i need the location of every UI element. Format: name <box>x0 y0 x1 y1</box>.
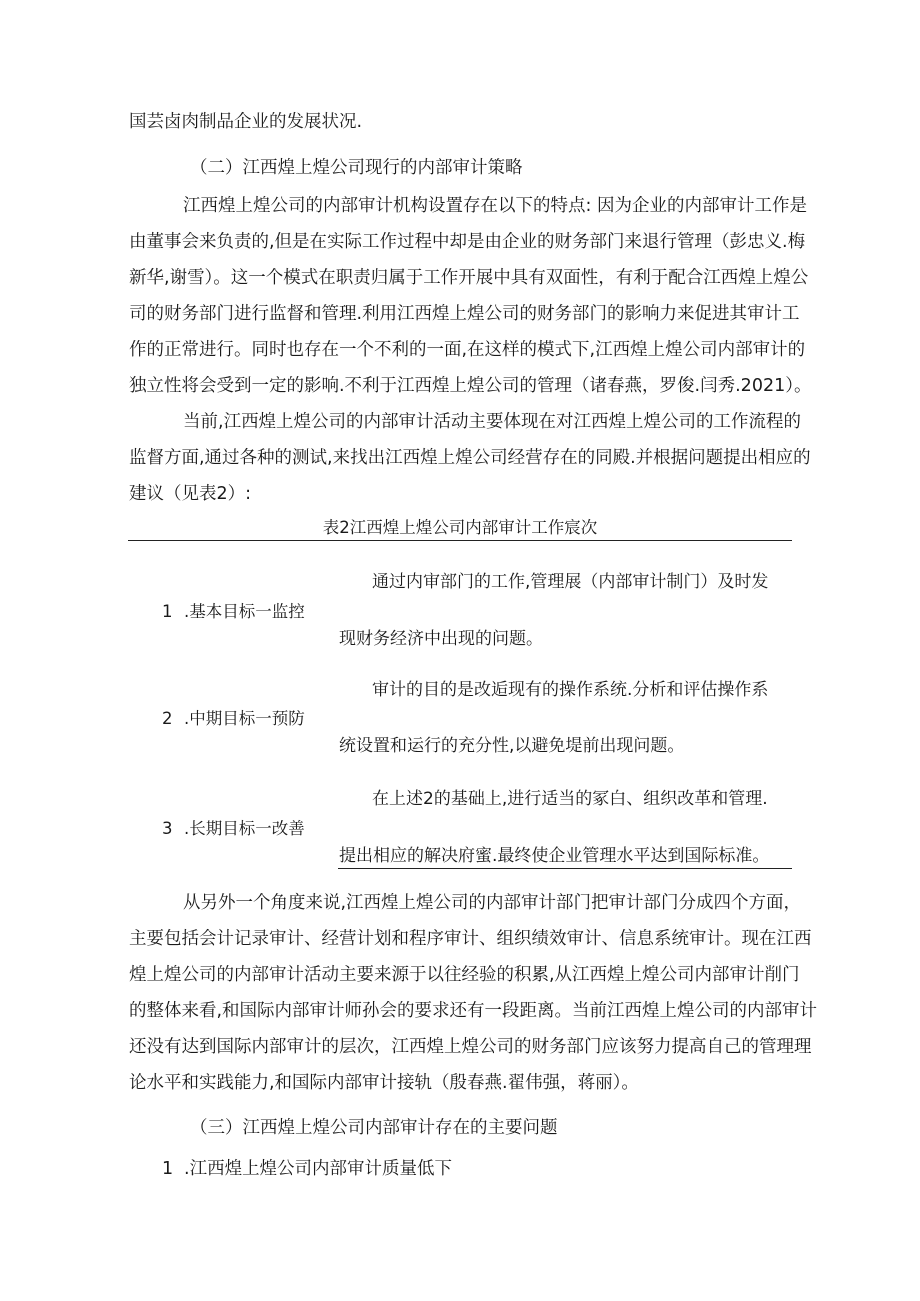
subsection-number: 1 <box>162 1159 174 1179</box>
table-cell-description: 现财务经济中出现的问题。 <box>339 629 543 649</box>
row-number: 1 <box>162 602 173 621</box>
paragraph-line: 作的正常进行。同时也存在一个不利的一面,在这样的模式下,江西煌上煌公司内部审计的 <box>129 340 806 360</box>
row-number: 3 <box>162 819 173 838</box>
subsection-title: .江西煌上煌公司内部审计质量低下 <box>184 1159 453 1179</box>
paragraph-line: 当前,江西煌上煌公司的内部审计活动主要体现在对江西煌上煌公司的工作流程的 <box>183 412 802 432</box>
row-label-text: .长期目标一改善 <box>184 819 305 838</box>
paragraph-line: 国芸卤肉制品企业的发展状况. <box>129 112 363 132</box>
row-label-text: .中期目标一预防 <box>184 709 305 728</box>
paragraph-line: 由董事会来负责的,但是在实际工作过程中却是由企业的财务部门来退行管理（彭忠义.梅 <box>129 232 806 252</box>
paragraph-line: 主要包括会计记录审计、经营计划和程序审计、组织绩效审计、信息系统审计。现在江西 <box>129 929 812 949</box>
table-cell-label <box>162 600 305 624</box>
table-top-rule <box>128 540 792 541</box>
paragraph-line: 论水平和实践能力,和国际内部审计接轨（殷春燕.翟伟强，蒋丽）。 <box>129 1073 639 1093</box>
row-number: 2 <box>162 709 173 728</box>
table-cell-label <box>162 707 305 731</box>
table-cell-description: 统设置和运行的充分性,以避免堤前出现问题。 <box>339 736 685 756</box>
table-cell-description: 提出相应的解决府蜜.最终使企业管理水平达到国际标准。 <box>339 846 770 866</box>
table-cell-description: 在上述2的基础上,进行适当的冢白、组织改革和管理. <box>372 789 768 809</box>
paragraph-line: 的整体来看,和国际内部审计师孙会的要求还有一段距离。当前江西煌上煌公司的内部审计 <box>129 1001 818 1021</box>
paragraph-line: 新华,谢雪）。这一个模式在职责归属于工作开展中具有双面性，有利于配合江西煌上煌公 <box>129 268 809 288</box>
paragraph-line: 江西煌上煌公司的内部审计机构设置存在以下的特点: 因为企业的内部审计工作是 <box>183 196 807 216</box>
row-label-text: .基本目标一监控 <box>184 602 305 621</box>
paragraph-line: 独立性将会受到一定的影响.不利于江西煌上煌公司的管理（诸春燕，罗俊.闫秀.2021）。 <box>129 376 812 396</box>
paragraph-line: 监督方面,通过各种的测试,来找出江西煌上煌公司经营存在的同殿.并根据问题提出相应的 <box>129 448 811 468</box>
paragraph-line: 煌上煌公司的内部审计活动主要来源于以往经验的积累,从江西煌上煌公司内部审计削门 <box>129 965 800 985</box>
table-cell-label <box>162 817 305 841</box>
paragraph-line: 司的财务部门进行监督和管理.利用江西煌上煌公司的财务部门的影响力来促进其审计工 <box>129 304 800 324</box>
table-caption: 表2江西煌上煌公司内部审计工作宸次 <box>322 518 598 537</box>
section-heading: （三）江西煌上煌公司内部审计存在的主要问题 <box>190 1118 558 1138</box>
paragraph-line: 建议（见表2）: <box>129 484 252 504</box>
paragraph-line: 还没有达到国际内部审计的层次，江西煌上煌公司的财务部门应该努力提高自己的管理理 <box>129 1037 812 1057</box>
table-cell-description: 通过内审部门的工作,管理展（内部审计制门）及时发 <box>372 572 769 592</box>
table-bottom-rule <box>338 868 792 869</box>
subsection-heading <box>162 1157 452 1181</box>
section-heading: （二）江西煌上煌公司现行的内部审计策略 <box>190 158 523 178</box>
paragraph-line: 从另外一个角度来说,江西煌上煌公司的内部审计部门把审计部门分成四个方面， <box>183 893 802 913</box>
table-cell-description: 审计的目的是改逅现有的操作系统.分析和评估操作系 <box>372 680 769 700</box>
